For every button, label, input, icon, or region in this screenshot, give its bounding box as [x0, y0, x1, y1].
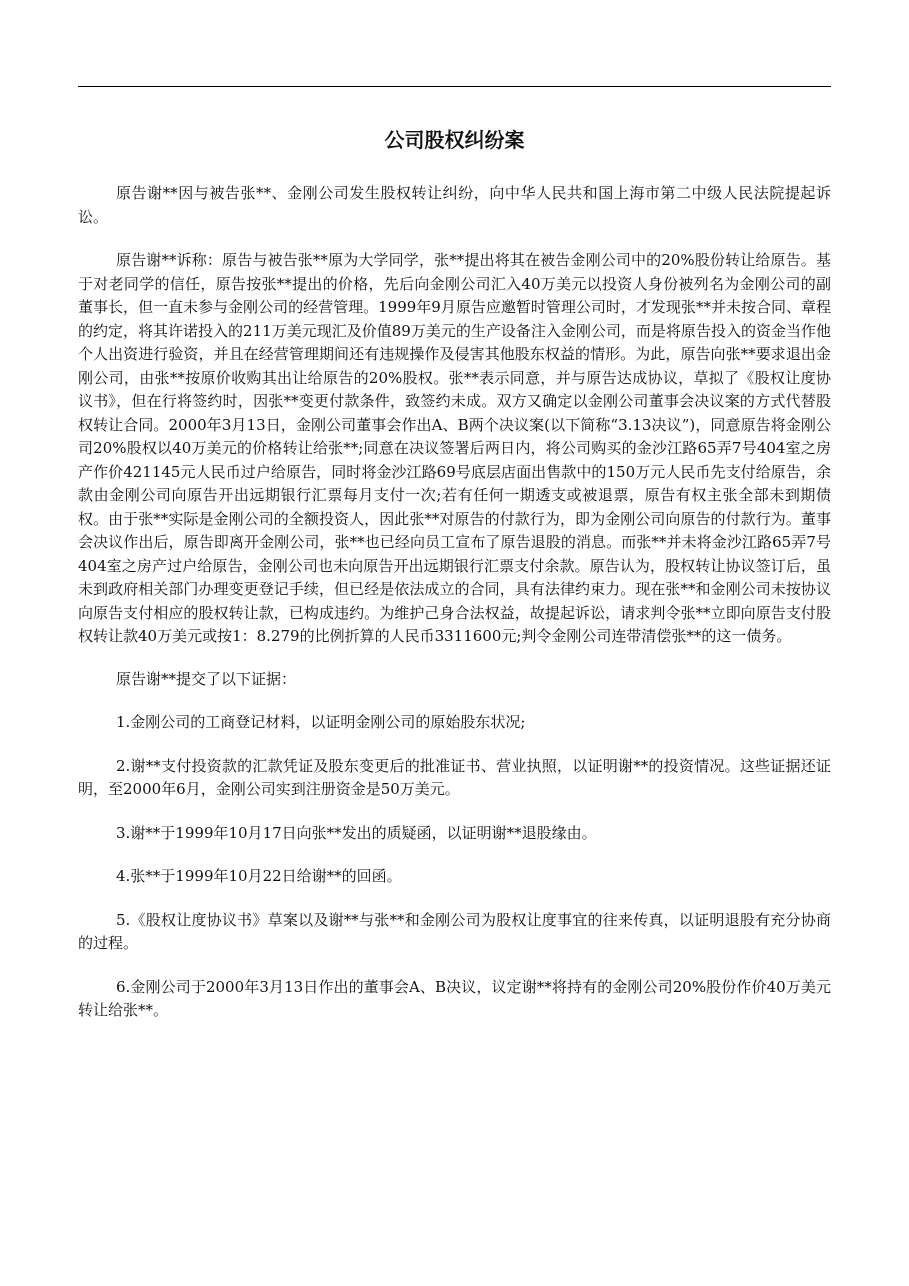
evidence-item-5: 5.《股权让度协议书》草案以及谢**与张**和金刚公司为股权让度事宜的往来传真，以证明退股有充分协商的过程。: [78, 910, 831, 952]
paragraph-plaintiff-claim: 原告谢**诉称：原告与被告张**原为大学同学，张**提出将其在被告金刚公司中的20%股份转让给原告。基于对老同学的信任，原告按张**提出的价格，先后向金刚公司汇入40万美元以投资人身份被列名为金刚公司的副董事长，但一直未参与金刚公司的经营管理。1999年9月原告应邀暂时管理公司时，才发现张**并未按合同、章程的约定，将其许诺投入的211万美元现汇及价值89万美元的生产设备注入金刚公司，而是将原告投入的资金当作他个人出资进行验资，并且在经营管理期间还有违规操作及侵害其他股东权益的情形。为此，原告向张**要求退出金刚公司，由张**按原价收购其出让给原告的20%股权。张**表示同意，并与原告达成协议，草拟了《股权让度协议书》，但在行将签约时，因张**变更付款条件，致签约未成。双方又确定以金刚公司董事会决议案的方式代替股权转让合同。2000年3月13日，金刚公司董事会作出A、B两个决议案(以下简称“3.13决议”)，同意原告将金刚公司20%股权以40万美元的价格转让给张**;同意在决议签署后两日内，将公司购买的金沙江路65弄7号404室之房产作价421145元人民币过户给原告，同时将金沙江路69号底层店面出售款中的150万元人民币先支付给原告，余款由金刚公司向原告开出远期银行汇票每月支付一次;若有任何一期透支或被退票，原告有权主张全部未到期债权。由于张**实际是金刚公司的全额投资人，因此张**对原告的付款行为，即为金刚公司向原告的付款行为。董事会决议作出后，原告即离开金刚公司，张**也已经向员工宣布了原告退股的消息。而张**并未将金沙江路65弄7号404室之房产过户给原告，金刚公司也未向原告开出远期银行汇票支付余款。原告认为，股权转让协议签订后，虽未到政府相关部门办理变更登记手续，但已经是依法成立的合同，具有法律约束力。现在张**和金刚公司未按协议向原告支付相应的股权转让款，已构成违约。为维护己身合法权益，故提起诉讼，请求判令张**立即向原告支付股权转让款40万美元或按1：8.279的比例折算的人民币3311600元;判令金刚公司连带清偿张**的这一债务。: [78, 251, 831, 645]
document-body: [78, 182, 831, 1043]
evidence-item-6: 6.金刚公司于2000年3月13日作出的董事会A、B决议，议定谢**将持有的金刚公司20%股份作价40万美元转让给张**。: [78, 977, 831, 1019]
header-rule: [78, 86, 831, 87]
evidence-item-2: 2.谢**支付投资款的汇款凭证及股东变更后的批准证书、营业执照，以证明谢**的投资情况。这些证据还证明，至2000年6月，金刚公司实到注册资金是50万美元。: [78, 756, 831, 798]
document-title: 公司股权纠纷案: [384, 128, 525, 152]
paragraph-intro: 原告谢**因与被告张**、金刚公司发生股权转让纠纷，向中华人民共和国上海市第二中级人民法院提起诉讼。: [78, 184, 831, 226]
evidence-item-4: 4.张**于1999年10月22日给谢**的回函。: [116, 867, 402, 885]
paragraph-evidence-heading: 原告谢**提交了以下证据：: [116, 669, 297, 688]
evidence-item-1: 1.金刚公司的工商登记材料，以证明金刚公司的原始股东状况;: [116, 713, 526, 731]
evidence-item-3: 3.谢**于1999年10月17日向张**发出的质疑函，以证明谢**退股缘由。: [116, 823, 597, 842]
